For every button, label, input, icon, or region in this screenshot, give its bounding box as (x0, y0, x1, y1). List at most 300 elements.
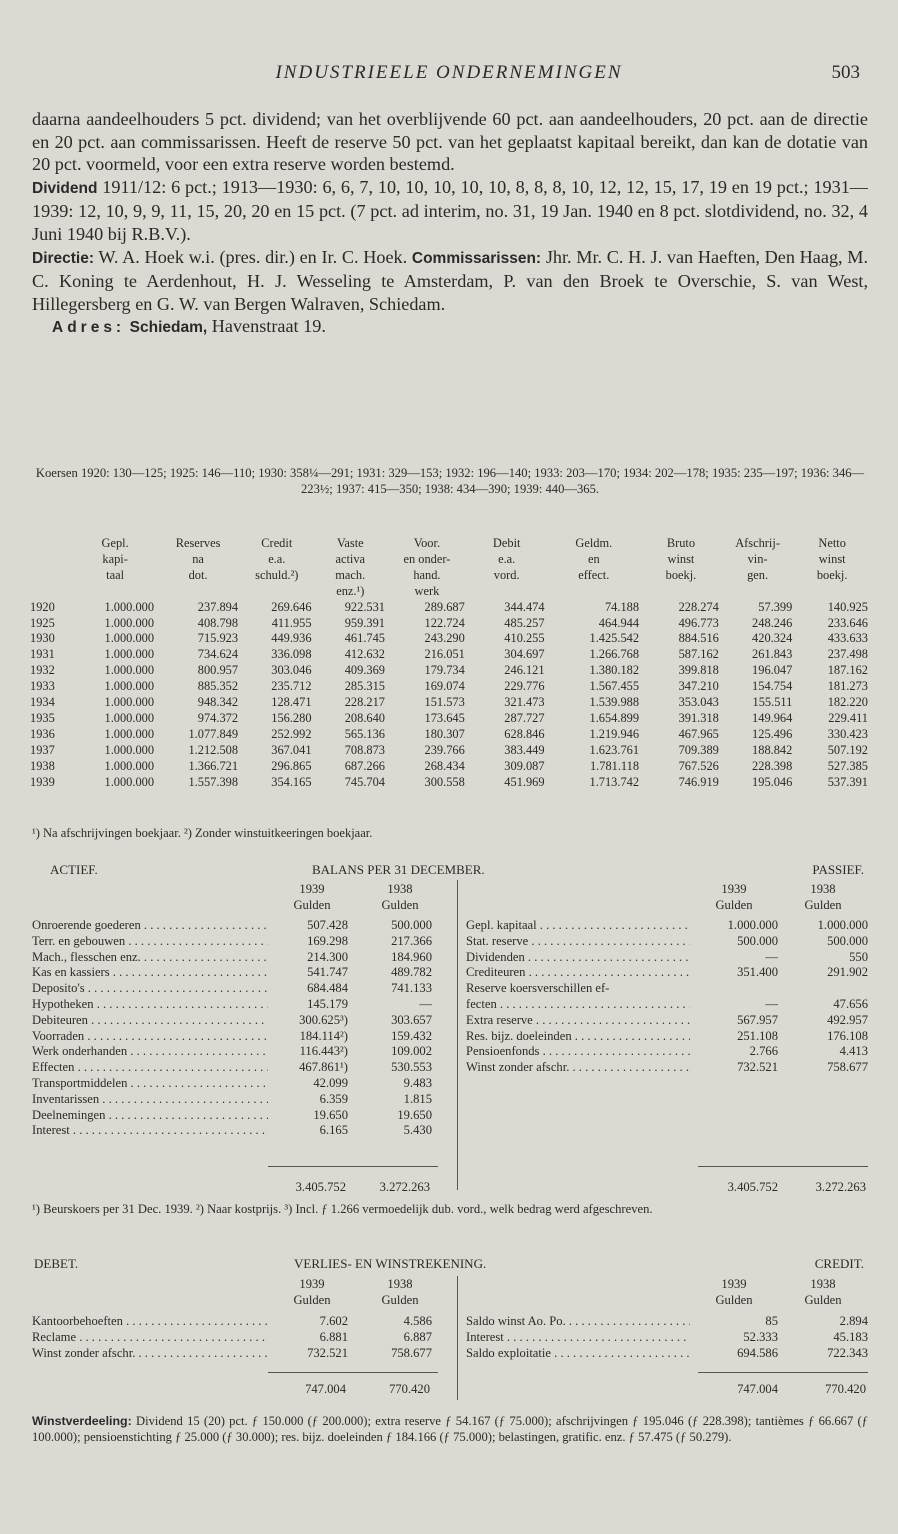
total-1938: 3.272.263 (379, 1180, 430, 1194)
value-cell: 885.352 (197, 679, 239, 694)
value-cell: 587.162 (678, 647, 719, 662)
actief-row (32, 997, 432, 1013)
value-cell: 1.557.398 (188, 774, 239, 789)
year-cell: 1930 (30, 631, 55, 646)
table-row (28, 743, 870, 759)
value-1939: 184.114²) (299, 1028, 348, 1043)
value-1938: 1.000.000 (817, 918, 868, 932)
value-cell: 229.776 (504, 679, 545, 694)
running-header-title: INDUSTRIEELE ONDERNEMINGEN (275, 62, 623, 83)
entry-label-text: Crediteuren (466, 965, 526, 980)
value-cell: 173.645 (424, 710, 465, 725)
value-1938: 19.650 (397, 1107, 432, 1122)
value-cell: 179.734 (424, 663, 465, 678)
leader-dots (84, 1029, 268, 1043)
value-1939: 351.400 (737, 965, 778, 980)
leader-dots (110, 965, 268, 979)
unit-1938: Gulden (804, 1292, 842, 1307)
value-cell: 496.773 (678, 615, 719, 630)
value-cell: 57.399 (758, 599, 793, 614)
stat-header-cell (240, 584, 313, 600)
entry-label (32, 997, 268, 1013)
year-1938: 1938 (810, 882, 836, 896)
value-cell: 181.273 (827, 679, 868, 694)
value-cell: 767.526 (678, 758, 719, 773)
value-cell: 237.498 (827, 647, 868, 662)
value-cell: 287.727 (504, 710, 545, 725)
passief-list (466, 918, 868, 1076)
adres-paragraph (32, 315, 868, 340)
value-cell: 367.041 (271, 742, 312, 757)
leader-dots (94, 997, 268, 1011)
entry-label (466, 1060, 690, 1076)
value-cell: 391.318 (678, 710, 719, 725)
value-cell: 239.766 (424, 742, 465, 757)
entry-label-text: fecten (466, 996, 497, 1011)
leader-dots (551, 1346, 690, 1360)
stat-header-cell: Credit (261, 536, 293, 550)
value-1938: — (419, 996, 432, 1011)
unit-1939: Gulden (293, 897, 331, 912)
value-cell: 433.633 (827, 631, 868, 646)
value-cell: 1.000.000 (104, 710, 155, 725)
commissarissen-label: Commissarissen: (411, 249, 542, 267)
value-cell: 304.697 (504, 647, 545, 662)
value-1939: 6.881 (319, 1329, 348, 1344)
stat-header-cell (74, 584, 156, 600)
value-cell: 268.434 (424, 758, 465, 773)
value-cell: 1.781.118 (589, 758, 640, 773)
value-1939: 500.000 (737, 933, 778, 948)
leader-dots (528, 934, 690, 948)
leader-dots (141, 950, 268, 964)
entry-label (466, 1314, 690, 1330)
value-cell: 243.290 (424, 631, 465, 646)
value-cell: 507.192 (827, 742, 868, 757)
body-text (32, 108, 868, 340)
total-1939: 747.004 (305, 1382, 346, 1396)
year-cell: 1931 (30, 647, 55, 662)
value-1939: 214.300 (307, 949, 348, 964)
leader-dots (123, 1314, 268, 1328)
verlies-left-title: DEBET. (34, 1256, 79, 1271)
value-cell: 187.162 (827, 663, 868, 678)
year-cell: 1932 (30, 663, 55, 678)
value-cell: 1.000.000 (104, 726, 155, 741)
value-1938: 291.902 (827, 965, 868, 980)
value-1938: 159.432 (391, 1028, 432, 1043)
entry-label-text: Dividenden (466, 949, 525, 964)
entry-label (466, 1029, 690, 1045)
table-row (28, 679, 870, 695)
year-cell: 1938 (30, 758, 55, 773)
entry-label-text: Inventarissen (32, 1091, 100, 1106)
directie-label: Directie: (32, 249, 95, 267)
entry-label-text: Onroerende goederen (32, 918, 141, 932)
passief-row (466, 1044, 868, 1060)
winstverdeeling-text: Dividend 15 (20) pct. ƒ 150.000 (ƒ 200.000); extra reserve ƒ 54.167 (ƒ 75.000); afschrijvingen ƒ 195.046 (ƒ 228.398); tantièmes ƒ 66.667 (ƒ 100.000); pensioenstichting ƒ 25.000 (ƒ 30.000); res. bijz. doeleinden ƒ 184.166 (ƒ 75.000); belastingen, gratific. enz. ƒ 57.475 (ƒ 50.279). (32, 1414, 868, 1444)
leader-dots (525, 950, 690, 964)
value-cell: 1.000.000 (104, 663, 155, 678)
entry-label (32, 918, 268, 934)
value-1939: 6.165 (319, 1123, 348, 1138)
stat-header-cell: dot. (188, 567, 208, 582)
entry-label (466, 1044, 690, 1060)
value-cell: 128.471 (271, 695, 312, 710)
stat-header-cell (641, 584, 721, 600)
value-cell: 149.964 (752, 710, 793, 725)
balans-left-title: ACTIEF. (50, 862, 98, 877)
actief-row (32, 1013, 432, 1029)
entry-label (466, 950, 690, 966)
value-cell: 467.965 (678, 726, 719, 741)
year-cell: 1920 (30, 599, 55, 614)
value-cell: 527.385 (827, 758, 868, 773)
value-1938: 109.002 (391, 1044, 432, 1059)
verlies-left-year-header (268, 1277, 444, 1309)
value-1939: 85 (765, 1314, 778, 1328)
value-cell: 285.315 (344, 679, 386, 694)
value-cell: 228.274 (678, 599, 719, 614)
entry-label-text: Deelnemingen (32, 1107, 106, 1122)
value-1939: 567.957 (737, 1012, 778, 1027)
value-cell: 451.969 (504, 774, 545, 789)
year-cell: 1934 (30, 695, 55, 710)
balans-right-totals (698, 1180, 868, 1196)
value-cell: 412.632 (344, 647, 386, 662)
table-row (28, 711, 870, 727)
value-cell: 565.136 (344, 726, 386, 741)
passief-row (466, 997, 868, 1013)
dividend-paragraph (32, 176, 868, 246)
verlies-right-totals (698, 1382, 868, 1398)
value-cell: 746.919 (678, 774, 719, 789)
leader-dots (572, 1029, 690, 1043)
entry-label-text: Deposito's (32, 981, 85, 996)
value-1938: 758.677 (827, 1060, 868, 1075)
actief-row (32, 1060, 432, 1076)
page-number: 503 (831, 62, 860, 83)
unit-1939: Gulden (715, 1292, 753, 1307)
unit-1939: Gulden (293, 1292, 331, 1307)
value-cell: 246.121 (504, 663, 545, 678)
value-cell: 248.246 (752, 615, 793, 630)
value-cell: 1.000.000 (104, 647, 155, 662)
debet-row (32, 1330, 432, 1346)
entry-label (466, 997, 690, 1013)
actief-row (32, 1076, 432, 1092)
directie-text: W. A. Hoek w.i. (pres. dir.) en Ir. C. Hoek. (98, 246, 408, 267)
dividend-label: Dividend (32, 179, 98, 197)
stat-header-cell: boekj. (816, 567, 848, 582)
stat-header-cell: vord. (493, 567, 520, 582)
stat-header-cell: en onder- (403, 551, 451, 566)
stat-header-cell (794, 584, 870, 600)
year-1939: 1939 (299, 1277, 325, 1291)
value-1939: 467.861¹) (299, 1060, 348, 1075)
value-cell: 156.280 (271, 710, 312, 725)
value-cell: 269.646 (271, 599, 312, 614)
stat-header-cell (28, 552, 74, 568)
value-1938: 492.957 (827, 1012, 868, 1027)
value-1938: 5.430 (403, 1123, 432, 1138)
value-cell: 1.000.000 (104, 631, 155, 646)
leader-dots (105, 1108, 268, 1122)
entry-label-text: Saldo winst Ao. Po. (466, 1314, 566, 1328)
value-cell: 233.646 (827, 615, 868, 630)
passief-row (466, 934, 868, 950)
stat-header-cell: enz.¹) (336, 583, 365, 598)
value-1938: 45.183 (833, 1329, 868, 1344)
entry-label (32, 981, 268, 997)
value-cell: 252.992 (271, 726, 312, 741)
passief-row (466, 1060, 868, 1076)
stat-header-cell: winst (818, 551, 846, 566)
entry-label (32, 1076, 268, 1092)
year-cell: 1937 (30, 742, 55, 757)
entry-label (32, 1314, 268, 1330)
year-cell: 1925 (30, 615, 55, 630)
value-cell: 922.531 (344, 599, 386, 614)
value-cell: 354.165 (271, 774, 312, 789)
balans-divider (457, 880, 458, 1190)
value-1938: 1.815 (403, 1091, 432, 1106)
value-1938 (778, 981, 868, 997)
stat-footnote: ¹) Na afschrijvingen boekjaar. ²) Zonder winstuitkeeringen boekjaar. (32, 826, 373, 840)
entry-label-text: Terr. en gebouwen (32, 933, 126, 948)
value-cell: 182.220 (827, 695, 868, 710)
total-1938: 3.272.263 (815, 1180, 866, 1194)
actief-row (32, 950, 432, 966)
stat-header-row (28, 584, 870, 600)
total-1939: 3.405.752 (727, 1180, 778, 1194)
stat-header-cell: hand. (413, 567, 441, 582)
verlies-center-title: VERLIES- EN WINSTREKENING. (294, 1256, 487, 1271)
leader-dots (504, 1330, 690, 1344)
value-1939: 684.484 (307, 981, 348, 996)
balans-center-title: BALANS PER 31 DECEMBER. (312, 862, 485, 877)
value-1938: 6.887 (403, 1329, 432, 1344)
value-cell: 155.511 (752, 695, 793, 710)
actief-row (32, 1108, 432, 1124)
value-cell: 208.640 (344, 710, 386, 725)
value-cell: 734.624 (197, 647, 239, 662)
entry-label-text: Winst zonder afschr. (32, 1345, 136, 1360)
stat-header-cell: Afschrij- (735, 536, 780, 550)
value-cell: 1.713.742 (589, 774, 640, 789)
unit-1938: Gulden (381, 1292, 419, 1307)
entry-label-text: Stat. reserve (466, 933, 529, 948)
entry-label (32, 1330, 268, 1346)
table-row (28, 616, 870, 632)
verlies-right-title: CREDIT. (814, 1256, 864, 1271)
year-cell: 1933 (30, 679, 55, 694)
value-1938: 500.000 (827, 933, 868, 948)
passief-row (466, 981, 868, 997)
value-1938: 176.108 (827, 1028, 868, 1043)
total-1939: 3.405.752 (295, 1180, 346, 1194)
leader-dots (74, 1060, 268, 1074)
balans-left-year-header (268, 882, 444, 914)
value-cell: 800.957 (197, 663, 239, 678)
koersen-text: Koersen 1920: 130—125; 1925: 146—110; 1930: 358¼—291; 1931: 329—153; 1932: 196—140; 1933: 203—170; 1934: 202—178; 1935: 235—197; 1936: 346—223½; 1937: 415—350; 1938: 434—390; 1939: 440—365. (35, 466, 865, 496)
value-cell: 151.573 (424, 695, 465, 710)
value-cell: 188.842 (752, 742, 793, 757)
value-cell: 948.342 (197, 695, 239, 710)
entry-label-text: Transportmiddelen (32, 1075, 128, 1090)
value-cell: 140.925 (827, 599, 868, 614)
value-cell: 745.704 (344, 774, 386, 789)
value-cell: 1.000.000 (104, 758, 155, 773)
value-cell: 321.473 (504, 695, 545, 710)
value-cell: 154.754 (752, 679, 793, 694)
value-1938: 500.000 (391, 918, 432, 932)
value-1938: 4.586 (403, 1314, 432, 1328)
table-row (28, 631, 870, 647)
value-cell: 411.955 (271, 615, 312, 630)
value-cell: 125.496 (752, 726, 793, 741)
entry-label-text: Extra reserve (466, 1012, 533, 1027)
leader-dots (533, 1013, 690, 1027)
stat-header-cell (28, 584, 74, 600)
credit-row (466, 1314, 868, 1330)
winstverdeeling-label: Winstverdeeling: (32, 1414, 132, 1428)
value-1938: 550 (849, 949, 868, 964)
entry-label-text: Interest (32, 1123, 70, 1138)
value-cell: 1.000.000 (104, 742, 155, 757)
value-1938: 303.657 (391, 1012, 432, 1027)
value-1939: — (765, 949, 778, 964)
value-cell: 347.210 (678, 679, 719, 694)
value-cell: 344.474 (504, 599, 545, 614)
stat-header-cell (547, 584, 641, 600)
value-1938: 9.483 (403, 1075, 432, 1090)
value-1939: 300.625³) (299, 1012, 348, 1027)
value-cell: 330.423 (827, 726, 868, 741)
value-1938: 758.677 (391, 1345, 432, 1360)
entry-label-text: Res. bijz. doeleinden (466, 1028, 572, 1043)
value-cell: 300.558 (424, 774, 465, 789)
value-1939: 507.428 (307, 918, 348, 932)
value-1939: 6.359 (319, 1091, 348, 1106)
value-cell: 410.255 (504, 631, 545, 646)
stat-header-cell: Voor. (413, 536, 441, 550)
total-1938: 770.420 (389, 1382, 430, 1396)
value-cell: 399.818 (678, 663, 719, 678)
value-cell: 1.219.946 (589, 726, 640, 741)
entry-label (466, 1330, 690, 1346)
value-1939: 251.108 (737, 1028, 778, 1043)
balans-left-total-rule (268, 1166, 438, 1167)
stat-header-cell: Reserves (175, 536, 221, 550)
value-cell: 464.944 (598, 615, 640, 630)
stat-header-cell (721, 584, 794, 600)
value-cell: 169.074 (424, 679, 465, 694)
leader-dots (99, 1092, 268, 1106)
stat-header-cell: Bruto (666, 536, 696, 550)
value-1939: 732.521 (737, 1060, 778, 1075)
entry-label (32, 1123, 268, 1139)
entry-label (32, 950, 268, 966)
stat-header-cell: e.a. (268, 551, 286, 566)
stat-header-cell: werk (414, 583, 440, 598)
adres-place: Schiedam, (129, 319, 208, 337)
adres-street: Havenstraat 19. (211, 316, 326, 337)
year-1938: 1938 (810, 1277, 836, 1291)
table-row (28, 600, 870, 616)
leader-dots (127, 1076, 268, 1090)
year-cell: 1935 (30, 710, 55, 725)
entry-label-text: Gepl. kapitaal (466, 918, 537, 932)
value-1939: 541.747 (307, 965, 348, 980)
stat-header-row (28, 536, 870, 552)
passief-row (466, 1013, 868, 1029)
value-cell: 289.687 (424, 599, 465, 614)
value-cell: 687.266 (344, 758, 386, 773)
leader-dots (70, 1123, 268, 1137)
entry-label-text: Voorraden (32, 1028, 85, 1043)
stat-header-cell (156, 584, 240, 600)
unit-1939: Gulden (715, 897, 753, 912)
directie-paragraph (32, 246, 868, 316)
value-cell: 461.745 (344, 631, 386, 646)
debet-row (32, 1314, 432, 1330)
balans-right-year-header (690, 882, 868, 914)
entry-label-text: Effecten (32, 1060, 75, 1075)
value-1939: 7.602 (319, 1314, 348, 1328)
table-row (28, 647, 870, 663)
actief-row (32, 918, 432, 934)
dividend-text: 1911/12: 6 pct.; 1913—1930: 6, 6, 7, 10, 10, 10, 10, 10, 8, 8, 8, 10, 12, 12, 15, 17, 19 en 19 pct.; 1931—1939: 12, 10, 9, 9, 11, 15, 20, 20 en 15 pct. (7 pct. ad interim, no. 31, 19 Jan. 1940 en 8 pct. slotdividend, no. 32, 4 Juni 1940 bij R.B.V.). (32, 176, 868, 244)
stat-header-cell: e.a. (498, 551, 516, 566)
entry-label-text: Hypotheken (32, 996, 94, 1011)
value-cell: 709.389 (678, 742, 719, 757)
value-cell: 420.324 (752, 631, 793, 646)
value-cell: 628.846 (504, 726, 545, 741)
entry-label (466, 918, 690, 934)
value-1939: 1.000.000 (727, 918, 778, 932)
leader-dots (125, 934, 268, 948)
year-1938: 1938 (387, 882, 413, 896)
year-cell: 1936 (30, 726, 55, 741)
value-cell: 708.873 (344, 742, 386, 757)
verlies-left-total-rule (268, 1372, 438, 1373)
value-cell: 74.188 (604, 599, 640, 614)
year-1939: 1939 (721, 1277, 747, 1291)
value-cell: 485.257 (504, 615, 545, 630)
stat-header-cell: Debit (492, 536, 521, 550)
entry-label-text: Werk onderhanden (32, 1044, 128, 1059)
stat-header-cell: Netto (818, 536, 846, 550)
stat-header-cell: vin- (747, 551, 768, 566)
entry-label (466, 1013, 690, 1029)
stat-header-cell: boekj. (665, 567, 697, 582)
value-cell: 1.266.768 (589, 647, 640, 662)
passief-row (466, 965, 868, 981)
table-row (28, 775, 870, 791)
value-1939: 2.766 (749, 1044, 778, 1059)
entry-label (32, 1346, 268, 1362)
actief-row (32, 981, 432, 997)
leader-dots (88, 1013, 268, 1027)
entry-label-text: Kas en kassiers (32, 965, 110, 980)
value-cell: 296.865 (271, 758, 312, 773)
value-cell: 959.391 (344, 615, 386, 630)
statistics-table (28, 536, 870, 791)
leader-dots (569, 1060, 690, 1074)
entry-label (32, 1092, 268, 1108)
value-1939: 116.443²) (299, 1044, 348, 1059)
